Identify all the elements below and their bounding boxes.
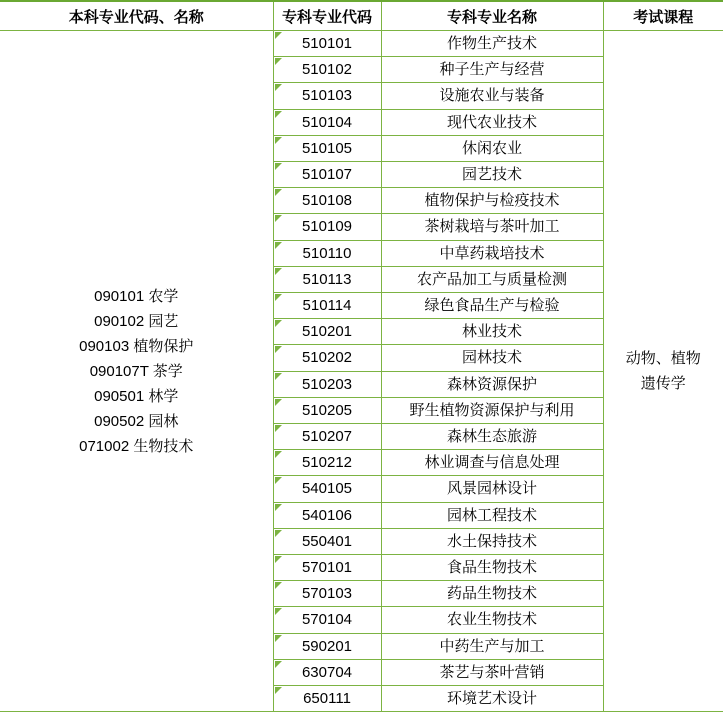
- college-major-code: 510101: [273, 31, 381, 57]
- college-major-name: 风景园林设计: [381, 476, 603, 502]
- college-major-name: 绿色食品生产与检验: [381, 293, 603, 319]
- college-major-name: 药品生物技术: [381, 581, 603, 607]
- college-major-name: 园艺技术: [381, 162, 603, 188]
- header-undergraduate-major: 本科专业代码、名称: [0, 1, 273, 31]
- college-major-name: 森林资源保护: [381, 371, 603, 397]
- college-major-name: 设施农业与装备: [381, 83, 603, 109]
- college-major-code: 510113: [273, 266, 381, 292]
- college-major-code: 510105: [273, 135, 381, 161]
- college-major-code: 510114: [273, 293, 381, 319]
- college-major-name: 中草药栽培技术: [381, 240, 603, 266]
- college-major-code: 510104: [273, 109, 381, 135]
- undergraduate-major-cell: [0, 31, 273, 712]
- college-major-code: 590201: [273, 633, 381, 659]
- college-major-name: 种子生产与经营: [381, 57, 603, 83]
- undergraduate-major-item: 090502 园林: [94, 412, 179, 430]
- college-major-code: 630704: [273, 659, 381, 685]
- college-major-code: 510107: [273, 162, 381, 188]
- college-major-code: 510207: [273, 424, 381, 450]
- college-major-code: 510202: [273, 345, 381, 371]
- college-major-name: 农产品加工与质量检测: [381, 266, 603, 292]
- header-college-code: 专科专业代码: [273, 1, 381, 31]
- college-major-name: 野生植物资源保护与利用: [381, 397, 603, 423]
- college-major-name: 现代农业技术: [381, 109, 603, 135]
- college-major-name: 林业技术: [381, 319, 603, 345]
- college-major-name: 水土保持技术: [381, 528, 603, 554]
- college-major-name: 休闲农业: [381, 135, 603, 161]
- college-major-code: 510203: [273, 371, 381, 397]
- college-major-code: 510109: [273, 214, 381, 240]
- header-college-name: 专科专业名称: [381, 1, 603, 31]
- college-major-name: 农业生物技术: [381, 607, 603, 633]
- college-major-code: 570101: [273, 555, 381, 581]
- college-major-code: 510205: [273, 397, 381, 423]
- college-major-code: 510110: [273, 240, 381, 266]
- college-major-name: 林业调查与信息处理: [381, 450, 603, 476]
- college-major-code: 510102: [273, 57, 381, 83]
- header-exam-courses: 考试课程: [603, 1, 723, 31]
- college-major-name: 园林技术: [381, 345, 603, 371]
- college-major-name: 食品生物技术: [381, 555, 603, 581]
- exam-course-item: 遗传学: [640, 375, 686, 393]
- college-major-code: 540105: [273, 476, 381, 502]
- college-major-code: 540106: [273, 502, 381, 528]
- college-major-code: 550401: [273, 528, 381, 554]
- college-major-code: 510201: [273, 319, 381, 345]
- undergraduate-major-item: 090103 植物保护: [79, 337, 194, 355]
- college-major-code: 570104: [273, 607, 381, 633]
- college-major-name: 茶艺与茶叶营销: [381, 659, 603, 685]
- college-major-name: 茶树栽培与茶叶加工: [381, 214, 603, 240]
- undergraduate-major-item: 090107T 茶学: [89, 362, 183, 380]
- college-major-code: 510212: [273, 450, 381, 476]
- college-major-name: 森林生态旅游: [381, 424, 603, 450]
- undergraduate-major-item: 090501 林学: [94, 387, 179, 405]
- college-major-code: 510103: [273, 83, 381, 109]
- undergraduate-major-item: 090102 园艺: [94, 312, 179, 330]
- undergraduate-major-item: 071002 生物技术: [79, 437, 194, 455]
- table-body: [0, 31, 723, 712]
- table-row: [0, 31, 723, 57]
- exam-course-item: 动物、植物: [625, 350, 701, 368]
- college-major-code: 510108: [273, 188, 381, 214]
- college-major-code: 570103: [273, 581, 381, 607]
- college-major-name: 作物生产技术: [381, 31, 603, 57]
- undergraduate-major-item: 090101 农学: [94, 287, 179, 305]
- exam-courses-cell: [603, 31, 723, 712]
- table-header: [0, 1, 723, 31]
- college-major-name: 环境艺术设计: [381, 686, 603, 712]
- college-major-name: 园林工程技术: [381, 502, 603, 528]
- header-row: [0, 1, 723, 31]
- college-major-code: 650111: [273, 686, 381, 712]
- college-major-name: 植物保护与检疫技术: [381, 188, 603, 214]
- college-major-name: 中药生产与加工: [381, 633, 603, 659]
